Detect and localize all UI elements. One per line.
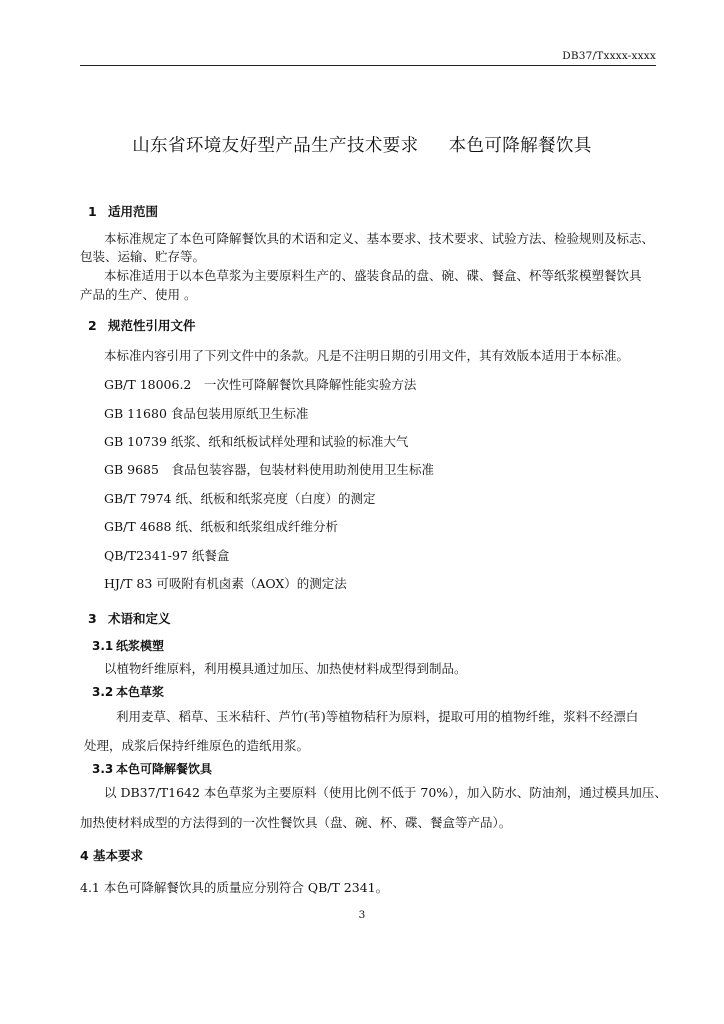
section-1-paragraph-2-line-2: 产品的生产、使用 。 bbox=[80, 287, 197, 302]
section-3-heading: 3 术语和定义 bbox=[88, 611, 171, 626]
term-3-3-definition-line-2: 加热使材料成型的方法得到的一次性餐饮具（盘、碗、杯、碟、餐盒等产品）。 bbox=[80, 815, 512, 830]
reference-item: GB/T 7974 纸、纸板和纸浆亮度（白度）的测定 bbox=[104, 491, 376, 506]
reference-item: GB/T 4688 纸、纸板和纸浆组成纤维分析 bbox=[104, 519, 338, 534]
reference-item: GB 11680 食品包装用原纸卫生标准 bbox=[104, 406, 309, 421]
term-3-2-definition-line-1: 利用麦草、稻草、玉米秸秆、芦竹(苇)等植物秸秆为原料，提取可用的植物纤维，浆料不经漂白 bbox=[116, 709, 639, 724]
term-3-2-heading: 3.2 本色草浆 bbox=[92, 685, 165, 699]
section-1-heading: 1 适用范围 bbox=[88, 204, 159, 219]
title-main: 山东省环境友好型产品生产技术要求 bbox=[132, 136, 419, 156]
term-3-1-definition: 以植物纤维原料，利用模具通过加压、加热使材料成型得到制品。 bbox=[104, 661, 467, 676]
term-3-3-heading: 3.3 本色可降解餐饮具 bbox=[92, 762, 213, 776]
section-2-heading: 2 规范性引用文件 bbox=[88, 318, 196, 333]
reference-item: GB 9685 食品包装容器，包装材料使用助剂使用卫生标准 bbox=[104, 462, 434, 477]
reference-item: HJ/T 83 可吸附有机卤素（AOX）的测定法 bbox=[104, 576, 347, 591]
page-title bbox=[0, 132, 724, 157]
section-2-intro: 本标准内容引用了下列文件中的条款。凡是不注明日期的引用文件，其有效版本适用于本标准。 bbox=[104, 348, 630, 363]
reference-item: GB/T 18006.2 一次性可降解餐饮具降解性能实验方法 bbox=[104, 377, 417, 392]
section-1-paragraph-1-line-2: 包装、运输、贮存等。 bbox=[80, 249, 206, 264]
title-sub: 本色可降解餐饮具 bbox=[448, 136, 592, 156]
section-4-heading: 4 基本要求 bbox=[80, 848, 144, 863]
reference-item: GB 10739 纸浆、纸和纸板试样处理和试验的标准大气 bbox=[104, 434, 409, 449]
section-1-paragraph-2-line-1: 本标准适用于以本色草浆为主要原料生产的、盛装食品的盘、碗、碟、餐盒、杯等纸浆模塑餐饮具 bbox=[104, 268, 642, 283]
reference-item: QB/T2341-97 纸餐盒 bbox=[104, 548, 230, 563]
header-rule bbox=[80, 65, 656, 66]
page-number: 3 bbox=[358, 909, 366, 921]
clause-4-1: 4.1 本色可降解餐饮具的质量应分别符合 QB/T 2341。 bbox=[80, 880, 389, 895]
section-1-paragraph-1-line-1: 本标准规定了本色可降解餐饮具的术语和定义、基本要求、技术要求、试验方法、检验规则及标志、 bbox=[104, 231, 655, 246]
standard-code: DB37/Txxxx-xxxx bbox=[562, 50, 656, 62]
term-3-2-definition-line-2: 处理，成浆后保持纤维原色的造纸用浆。 bbox=[84, 738, 310, 753]
term-3-1-heading: 3.1 纸浆模塑 bbox=[92, 639, 165, 653]
term-3-3-definition-line-1: 以 DB37/T1642 本色草浆为主要原料（使用比例不低于 70%），加入防水、防油剂，通过模具加压、 bbox=[104, 785, 667, 800]
